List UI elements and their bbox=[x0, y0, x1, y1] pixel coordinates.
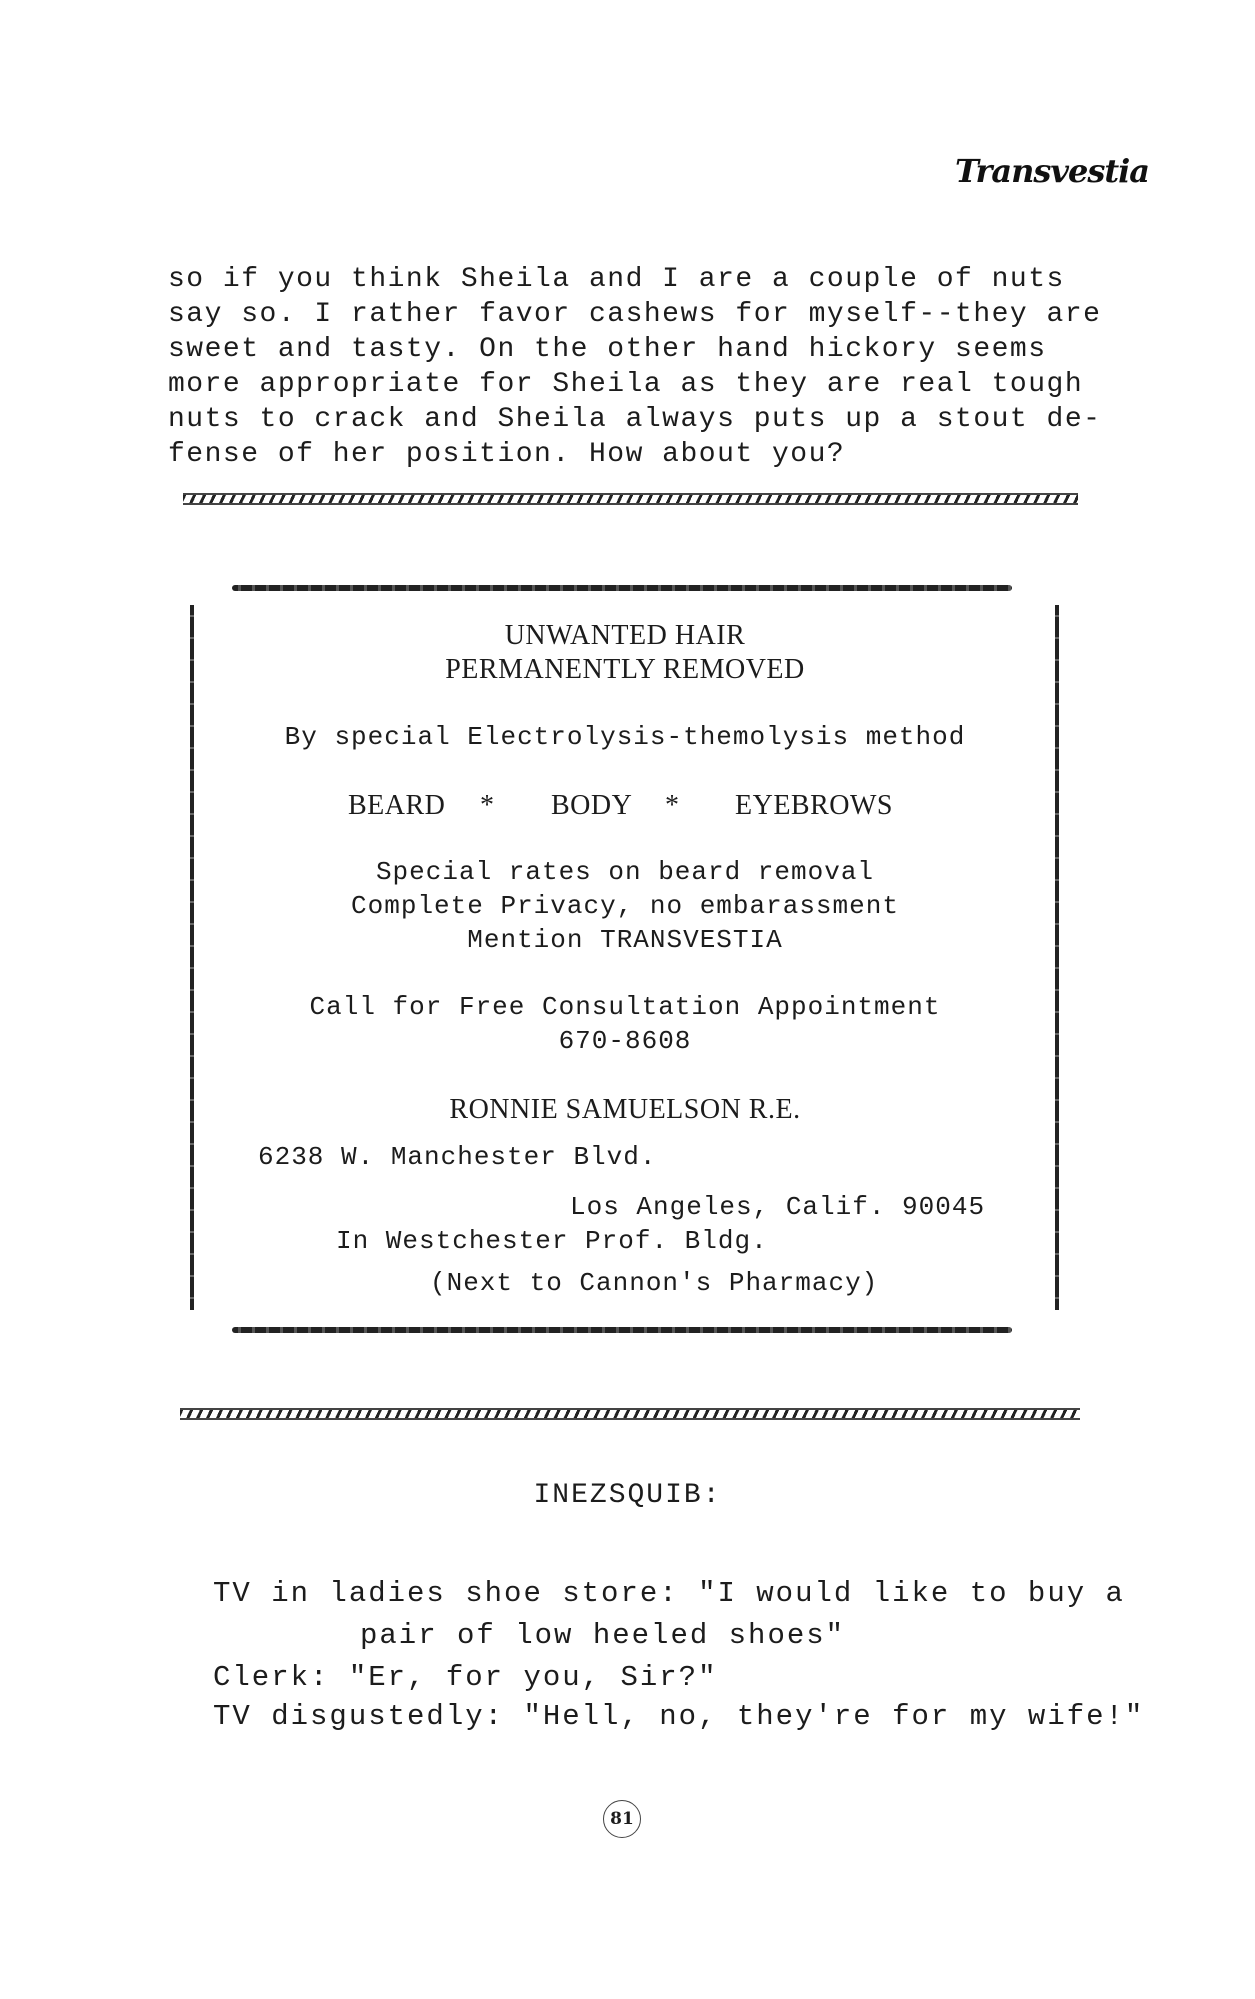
ad-area-body: BODY bbox=[551, 790, 633, 821]
squib-title: INEZSQUIB: bbox=[533, 1480, 722, 1511]
masthead-title: Transvestia bbox=[955, 152, 1149, 190]
paragraph-line: nuts to crack and Sheila always puts up a stout de- bbox=[168, 404, 1102, 435]
squib-line: TV disgustedly: "Hell, no, they're for my wife!" bbox=[213, 1700, 1145, 1733]
body-paragraph bbox=[168, 262, 1108, 472]
ad-landmark: (Next to Cannon's Pharmacy) bbox=[430, 1268, 879, 1298]
ad-headline-2: PERMANENTLY REMOVED bbox=[445, 654, 805, 685]
squib-line: Clerk: "Er, for you, Sir?" bbox=[213, 1661, 718, 1694]
ad-call: Call for Free Consultation Appointment bbox=[309, 992, 941, 1022]
rope-divider-top bbox=[183, 493, 1078, 505]
page-number: 81 bbox=[603, 1800, 641, 1838]
ad-area-separator: * bbox=[665, 790, 680, 821]
ad-border-top bbox=[232, 585, 1012, 591]
paragraph-line: sweet and tasty. On the other hand hickory seems bbox=[168, 334, 1047, 365]
ad-privacy: Complete Privacy, no embarassment bbox=[351, 891, 899, 921]
ad-street: 6238 W. Manchester Blvd. bbox=[258, 1142, 657, 1172]
ad-mention: Mention TRANSVESTIA bbox=[467, 925, 783, 955]
ad-headline-1: UNWANTED HAIR bbox=[504, 620, 746, 651]
ad-city: Los Angeles, Calif. 90045 bbox=[570, 1192, 986, 1222]
paragraph-line: say so. I rather favor cashews for myself--they are bbox=[168, 299, 1102, 330]
paragraph-line: fense of her position. How about you? bbox=[168, 439, 846, 470]
ad-name: RONNIE SAMUELSON R.E. bbox=[449, 1094, 801, 1125]
ad-method: By special Electrolysis-themolysis method bbox=[284, 722, 966, 752]
ad-border-left bbox=[190, 605, 194, 1310]
paragraph-line: more appropriate for Sheila as they are real tough bbox=[168, 369, 1084, 400]
paragraph-line: so if you think Sheila and I are a couple of nuts bbox=[168, 264, 1065, 295]
ad-area-eyebrows: EYEBROWS bbox=[735, 790, 893, 821]
squib-line: pair of low heeled shoes" bbox=[360, 1619, 846, 1652]
ad-border-right bbox=[1055, 605, 1059, 1310]
ad-rates: Special rates on beard removal bbox=[375, 857, 875, 887]
ad-area-separator: * bbox=[480, 790, 495, 821]
ad-building: In Westchester Prof. Bldg. bbox=[336, 1226, 768, 1256]
squib-line: TV in ladies shoe store: "I would like to buy a bbox=[213, 1577, 1125, 1610]
advertisement bbox=[195, 600, 1055, 1330]
rope-divider-bottom bbox=[180, 1408, 1080, 1420]
ad-phone: 670-8608 bbox=[558, 1026, 692, 1056]
ad-area-beard: BEARD bbox=[348, 790, 446, 821]
